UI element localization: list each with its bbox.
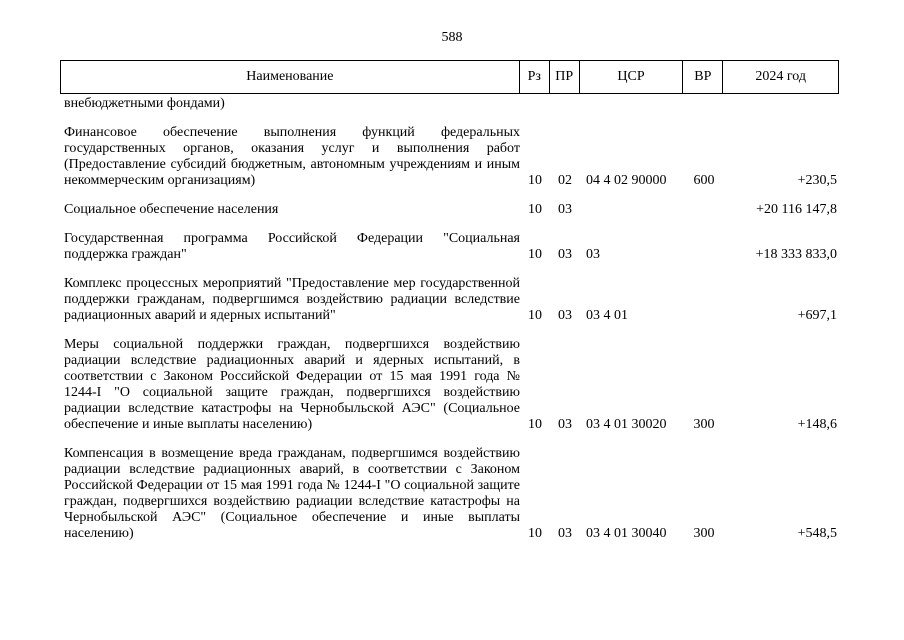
row-rz: 10 xyxy=(528,247,542,262)
row-pr: 03 xyxy=(558,308,572,323)
row-csr: 03 4 01 30040 xyxy=(586,526,667,541)
row-name: Социальное обеспечение населения xyxy=(64,202,279,217)
row-rz: 10 xyxy=(528,308,542,323)
table-row xyxy=(60,125,839,189)
row-vr: 300 xyxy=(693,417,715,432)
header-rz: Рз xyxy=(520,61,550,93)
row-pr: 03 xyxy=(558,202,572,217)
row-vr: 300 xyxy=(693,526,715,541)
header-csr: ЦСР xyxy=(580,61,684,93)
page-number: 588 xyxy=(441,30,463,45)
row-name: Финансовое обеспечение выполнения функций федеральных государственных органов, оказания услуг и выполнения работ (Предоставление субсидий бюджетным, автономным учреждениям и иным некоммерческим организациям) xyxy=(64,125,520,188)
table-row xyxy=(60,276,839,324)
row-name: Компенсация в возмещение вреда гражданам, подвергшимся воздействию радиации вследствие радиационных аварий, в соответствии с Законом Российской Федерации от 15 мая 1991 года № 1244-I "О социальной защите граждан, подвергшихся воздействию радиации вследствие катастрофы на Чернобыльской АЭС" (Социальное обеспечение и иные выплаты населению) xyxy=(64,446,520,541)
row-amount: +697,1 xyxy=(797,308,837,323)
row-vr: 600 xyxy=(693,173,715,188)
row-name: внебюджетными фондами) xyxy=(64,96,225,111)
row-amount: +230,5 xyxy=(797,173,837,188)
row-pr: 03 xyxy=(558,247,572,262)
row-rz: 10 xyxy=(528,417,542,432)
table-row xyxy=(60,96,839,112)
row-amount: +548,5 xyxy=(797,526,837,541)
row-csr: 04 4 02 90000 xyxy=(586,173,667,188)
header-name: Наименование xyxy=(61,61,520,93)
row-rz: 10 xyxy=(528,173,542,188)
row-amount: +148,6 xyxy=(797,417,837,432)
table-row xyxy=(60,446,839,542)
row-csr: 03 4 01 xyxy=(586,308,628,323)
table-body xyxy=(60,96,839,555)
row-csr: 03 4 01 30020 xyxy=(586,417,667,432)
table-row xyxy=(60,231,839,263)
row-csr: 03 xyxy=(586,247,600,262)
table-row xyxy=(60,337,839,433)
row-rz: 10 xyxy=(528,526,542,541)
row-name: Меры социальной поддержки граждан, подвергшихся воздействию радиации вследствие радиационных аварий и ядерных испытаний, в соответствии с Законом Российской Федерации от 15 мая 1991 года № 1244-I "О социальной защите граждан, подвергшихся воздействию радиации вследствие катастрофы на Чернобыльской АЭС" (Социальное обеспечение и иные выплаты населению) xyxy=(64,337,520,432)
row-name: Комплекс процессных мероприятий "Предоставление мер государственной поддержки гражданам, подвергшимся воздействию радиации вследствие радиационных аварий и ядерных испытаний" xyxy=(64,276,520,323)
table-row xyxy=(60,202,839,218)
row-pr: 03 xyxy=(558,526,572,541)
row-amount: +20 116 147,8 xyxy=(756,202,837,217)
row-pr: 03 xyxy=(558,417,572,432)
table-header xyxy=(60,60,839,94)
row-name: Государственная программа Российской Федерации "Социальная поддержка граждан" xyxy=(64,231,520,262)
row-rz: 10 xyxy=(528,202,542,217)
header-pr: ПР xyxy=(550,61,580,93)
row-pr: 02 xyxy=(558,173,572,188)
header-year: 2024 год xyxy=(755,69,806,84)
header-vr: ВР xyxy=(683,61,723,93)
row-amount: +18 333 833,0 xyxy=(755,247,837,262)
